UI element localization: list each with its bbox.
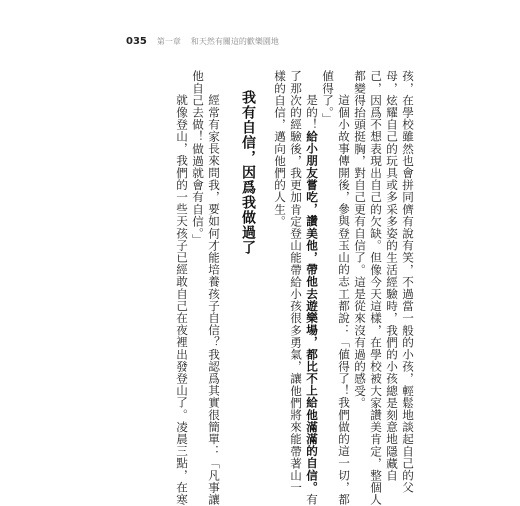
text-column-3: 己，因爲不想表現出自己的欠缺。但像今天這樣，在學校被大家讚美肯定，整個人 [369, 70, 383, 506]
text-column-12: 就像登山，我們的一些天孩子已經敢自己在夜裡出發登山了。凌晨三點，在寒 [175, 94, 189, 506]
page-number: 035 [126, 35, 147, 47]
text-column-7-post: 有 [305, 493, 319, 506]
chapter-title: 和天然有關這的歡樂園地 [190, 36, 279, 46]
text-column-5: 這個小故事傳開後，參與登玉山的志工都說：「値得了！我們做的這一切，都 [337, 94, 351, 506]
text-column-7-pre: 是的！ [305, 94, 319, 131]
text-column-4: 都變得抬頭挺胸，對自己更有自信了。這是從來沒有過的感受。 [353, 70, 367, 409]
text-column-9: 樣的自信，邁向他們的人生。 [273, 70, 287, 228]
chapter-label: 第一章 [156, 36, 181, 46]
text-column-2: 母，炫耀自己的玩具或多采多姿的生活經驗時，我們的小孩總是刻意地隱藏自 [385, 70, 399, 482]
text-column-6: 値得了。」 [321, 70, 335, 125]
text-column-7 [304, 70, 320, 506]
section-heading: 我有自信，因爲我做過了 [240, 90, 256, 255]
text-column-10: 經常有家長來問我，要如何才能培養孩子自信？我認爲其實很簡單：「凡事讓 [207, 94, 221, 506]
running-head [126, 34, 279, 48]
text-column-11: 他自己去做！做過就會有自信。」 [191, 70, 205, 246]
emphasis-text: 給小朋友嘗吃，讚美他，帶他去遊樂場，都比不上給他滿滿的自信。 [305, 130, 319, 494]
vertical-text-block [174, 70, 416, 506]
text-column-1: 孩，在學校雖然也會拼同儕有說有笑，不過當一般的小孩，輕鬆地談起自己的父 [401, 70, 415, 494]
text-column-8: 了那次的經驗後，我更加肯定登山能帶給小孩很多勇氣，讓他們將來能帶著山一 [289, 70, 303, 494]
